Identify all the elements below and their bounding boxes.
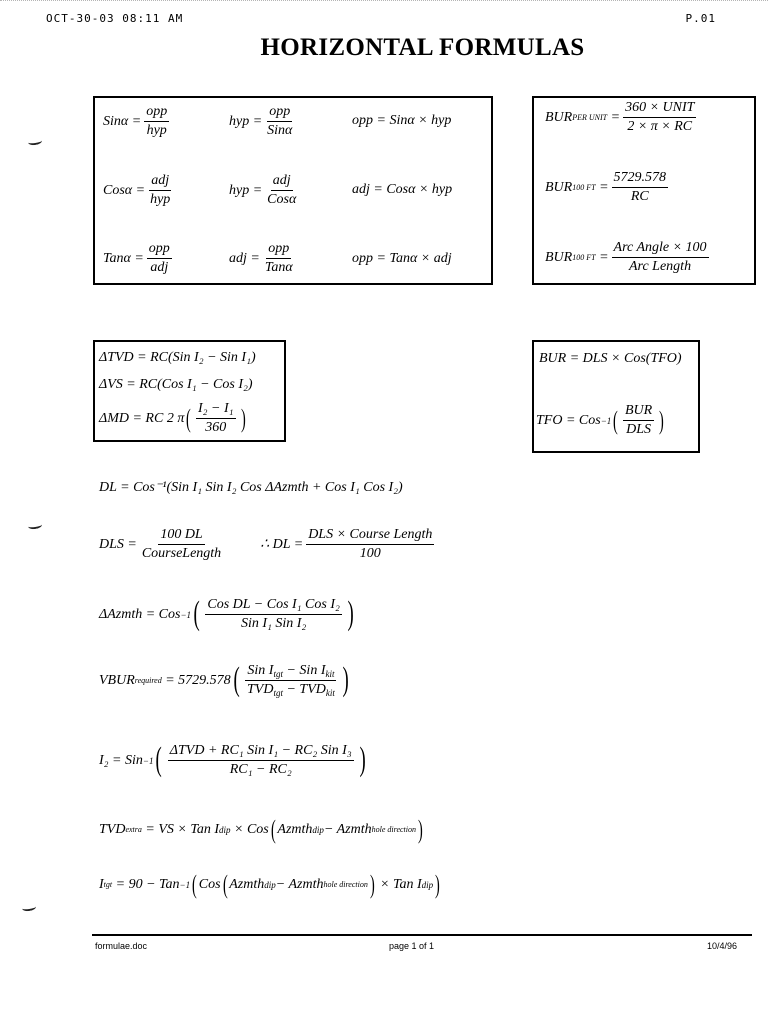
delta-tvd-formula: ΔTVD = RC(Sin I₂ − Sin I₁) xyxy=(99,350,256,365)
fax-header-timestamp: OCT-30-03 08:11 AM xyxy=(46,12,184,25)
tvd-extra-formula: TVD extra = VS × Tan I dip × Cos ( Azmth dip − Azmth hole direction ) xyxy=(99,815,423,844)
footer-date: 10/4/96 xyxy=(707,941,738,951)
fax-top-border xyxy=(0,0,768,1)
delta-azimuth-formula: ΔAzmth = Cos −1 ( Cos DL − Cos I₁ Cos I₂ Sin I₁ Sin I₂ ) xyxy=(99,595,354,633)
delta-vs-formula: ΔVS = RC(Cos I₁ − Cos I₂) xyxy=(99,377,253,392)
tfo-formula: TFO = Cos −1 ( BUR DLS ) xyxy=(536,403,664,437)
target-inclination-formula: I tgt = 90 − Tan −1 ( Cos ( Azmth dip − Azmth hole direction ) × Tan I dip ) xyxy=(99,870,440,899)
inclination-i2-formula: I₂ = Sin −1 ( ΔTVD + RC₁ Sin I₁ − RC₂ Sin I₃ RC₁ − RC₂ ) xyxy=(99,741,366,779)
dogleg-formula: DL = Cos⁻¹(Sin I₁ Sin I₂ Cos ΔAzmth + Cos I₁ Cos I₂) xyxy=(99,480,403,495)
opp-from-sin-formula: opp = Sinα × hyp xyxy=(352,113,452,128)
delta-md-formula: ΔMD = RC 2 π ( I₂ − I₁ 360 ) xyxy=(99,401,246,435)
cos-formula: Cosα = adj hyp xyxy=(103,173,171,207)
fax-page-number: P.01 xyxy=(685,12,716,25)
footer-page-count: page 1 of 1 xyxy=(389,941,435,951)
adj-from-cos-formula: adj = Cosα × hyp xyxy=(352,182,453,197)
punch-mark xyxy=(28,521,43,530)
sin-formula: Sinα = opp hyp xyxy=(103,104,168,138)
bur-per-unit-formula: BUR PER UNIT = 360 × UNIT 2 × π × RC xyxy=(545,100,695,134)
page-title: HORIZONTAL FORMULAS xyxy=(260,34,585,61)
hyp-from-cos-formula: hyp = adj Cosα xyxy=(229,173,297,207)
bur-dls-formula: BUR = DLS × Cos(TFO) xyxy=(539,351,682,366)
footer-rule xyxy=(92,934,752,936)
tan-formula: Tanα = opp adj xyxy=(103,241,170,275)
opp-from-tan-formula: opp = Tanα × adj xyxy=(352,251,452,266)
punch-mark xyxy=(28,137,43,146)
punch-mark xyxy=(22,903,37,912)
bur-100ft-rc-formula: BUR 100 FT = $\frac{5729.578}{RC}$ xyxy=(545,170,667,204)
dls-formula: DLS = 100 DL CourseLength ∴ DL = DLS × Course Length 100 xyxy=(99,527,433,561)
bur-100ft-arc-formula: BUR 100 FT = Arc Angle × 100 Arc Length xyxy=(545,240,707,274)
vbur-required-formula: VBUR required = 5729.578 ( Sin $I_{tgt}$ − Sin $I_{kit}$ $TVD_{tgt} - TVD_{kit}$ ) xyxy=(99,661,349,699)
adj-from-tan-formula: adj = opp Tanα xyxy=(229,241,293,275)
hyp-from-sin-formula: hyp = opp Sinα xyxy=(229,104,293,138)
footer-filename: formulae.doc xyxy=(95,941,148,951)
